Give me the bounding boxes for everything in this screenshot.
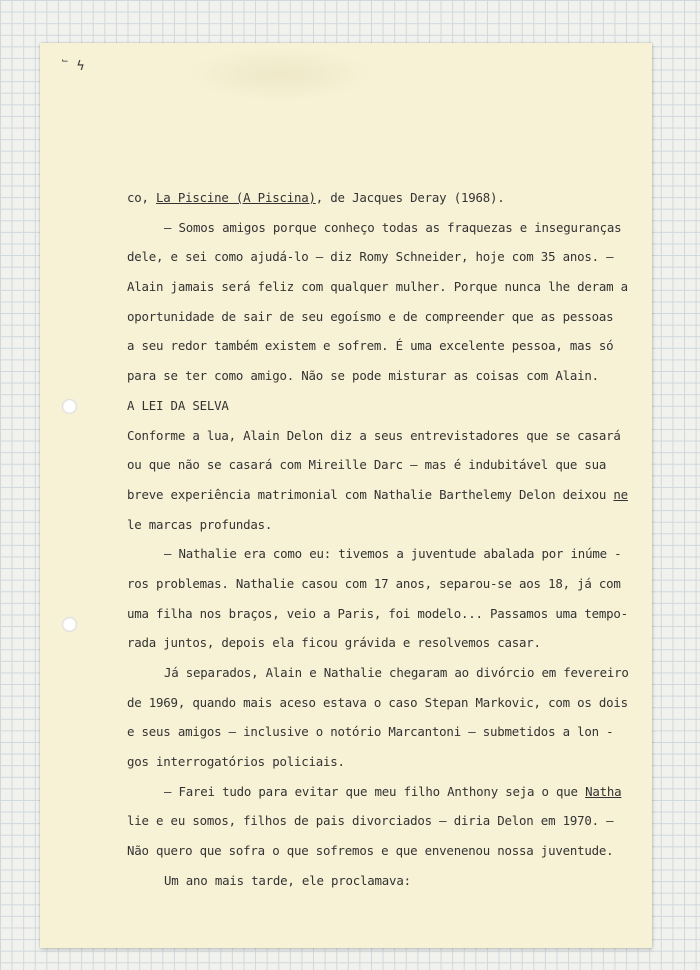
text-line: de 1969, quando mais aceso estava o caso Stepan Markovic, com os dois — [127, 694, 628, 710]
text-line: dele, e sei como ajudá-lo — diz Romy Schneider, hoje com 35 anos. — — [127, 249, 614, 265]
corner-mark: ՟ ϟ — [61, 59, 85, 74]
text-line: — Nathalie era como eu: tivemos a juventude abalada por inúme - — [164, 546, 622, 562]
text-line: — Farei tudo para evitar que meu filho Anthony seja o que Natha — [164, 783, 622, 799]
text-line: a seu redor também existem e sofrem. É uma excelente pessoa, mas só — [127, 338, 614, 354]
text-line: Não quero que sofra o que sofremos e que envenenou nossa juventude. — [127, 843, 614, 859]
underlined-fragment: ne — [613, 486, 628, 502]
punch-hole — [62, 399, 77, 414]
text-line: lie e eu somos, filhos de pais divorciados — diria Delon em 1970. — — [127, 813, 614, 829]
typewritten-page — [40, 43, 652, 948]
typed-text-block — [127, 183, 632, 896]
text-line: e seus amigos — inclusive o notório Marcantoni — submetidos a lon - — [127, 724, 614, 740]
text-line: Um ano mais tarde, ele proclamava: — [164, 872, 411, 888]
punch-hole — [62, 617, 77, 632]
text-line: Conforme a lua, Alain Delon diz a seus entrevistadores que se casará — [127, 427, 621, 443]
text-line: para se ter como amigo. Não se pode misturar as coisas com Alain. — [127, 368, 599, 384]
underlined-fragment: Natha — [585, 783, 622, 799]
text-line: le marcas profundas. — [127, 516, 273, 532]
underlined-title: La Piscine (A Piscina) — [156, 190, 316, 205]
text-line: Alain jamais será feliz com qualquer mulher. Porque nunca lhe deram a — [127, 279, 628, 295]
text-line: — Somos amigos porque conheço todas as fraquezas e inseguranças — [164, 219, 622, 235]
text-line: Já separados, Alain e Nathalie chegaram ao divórcio em fevereiro — [164, 665, 629, 680]
paper-stain — [185, 47, 375, 102]
text-line: breve experiência matrimonial com Nathalie Barthelemy Delon deixou ne — [127, 486, 628, 502]
text-line: co, La Piscine (A Piscina), de Jacques Deray (1968). — [127, 190, 505, 205]
text-line: ros problemas. Nathalie casou com 17 anos, separou-se aos 18, já com — [127, 575, 621, 591]
text-line: oportunidade de sair de seu egoísmo e de compreender que as pessoas — [127, 308, 614, 324]
text-line: gos interrogatórios policiais. — [127, 754, 345, 770]
text-line: ou que não se casará com Mireille Darc — mas é indubitável que sua — [127, 457, 607, 473]
text-line: uma filha nos braços, veio a Paris, foi modelo... Passamos uma tempo- — [127, 605, 628, 621]
section-heading: A LEI DA SELVA — [127, 397, 229, 413]
text-line: rada juntos, depois ela ficou grávida e resolvemos casar. — [127, 635, 541, 651]
